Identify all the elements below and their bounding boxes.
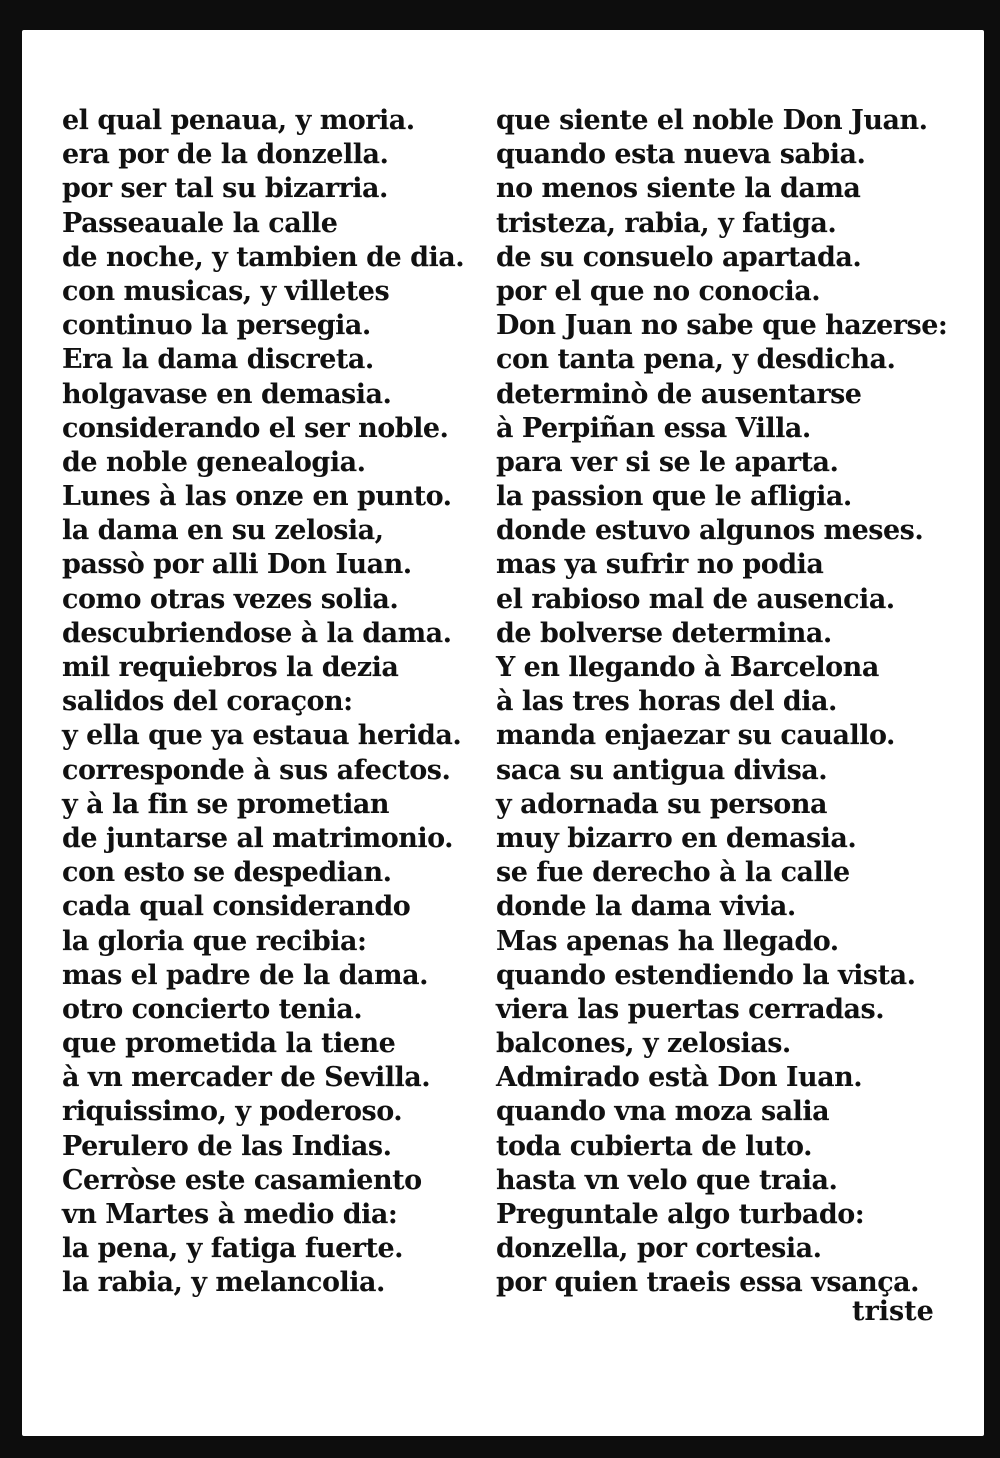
verse-line: Passeauale la calle [62,207,338,239]
verse-line: la rabia, y melancolia. [62,1267,385,1299]
verse-line: por ser tal su bizarria. [62,173,388,205]
verse-line: mas ya sufrir no podia [496,549,824,581]
verse-line: con tanta pena, y desdicha. [496,344,896,376]
verse-line: Cerròse este casamiento [62,1164,422,1196]
verse-line: balcones, y zelosias. [496,1028,791,1060]
verse-line: Lunes à las onze en punto. [62,481,452,513]
verse-line: manda enjaezar su cauallo. [496,720,895,752]
verse-line: à Perpiñan essa Villa. [496,412,811,444]
verse-line: donzella, por cortesia. [496,1233,822,1265]
verse-line: tristeza, rabia, y fatiga. [496,207,837,239]
verse-line: la dama en su zelosia, [62,515,384,547]
verse-line: holgavase en demasia. [62,378,392,410]
verse-line: quando estendiendo la vista. [496,959,916,991]
verse-line: viera las puertas cerradas. [496,993,885,1025]
verse-line: considerando el ser noble. [62,412,449,444]
verse-line: muy bizarro en demasia. [496,822,857,854]
verse-line: quando esta nueva sabia. [496,139,866,171]
verse-line: que prometida la tiene [62,1028,396,1060]
verse-line: que siente el noble Don Juan. [496,105,928,136]
right-text-column [496,104,947,1301]
verse-line: la passion que le afligia. [496,481,852,513]
verse-line: riquissimo, y poderoso. [62,1096,403,1128]
verse-line: la gloria que recibia: [62,925,367,957]
verse-line: hasta vn velo que traia. [496,1164,838,1196]
verse-line: por el que no conocia. [496,275,821,307]
verse-line: mil requiebros la dezia [62,652,399,683]
verse-line: como otras vezes solia. [62,583,399,615]
verse-line: à vn mercader de Sevilla. [62,1062,431,1094]
verse-line: la pena, y fatiga fuerte. [62,1233,404,1265]
verse-line: con musicas, y villetes [62,275,390,307]
verse-line: no menos siente la dama [496,173,861,205]
verse-line: era por de la donzella. [62,139,389,171]
verse-line: cada qual considerando [62,891,411,923]
verse-line: corresponde à sus afectos. [62,754,451,786]
verse-line: con esto se despedian. [62,857,392,889]
verse-line: à las tres horas del dia. [496,686,837,718]
catchword: triste [852,1296,934,1327]
verse-line: donde la dama vivia. [496,891,796,923]
verse-line: salidos del coraçon: [62,686,353,718]
verse-line: Preguntale algo turbado: [496,1199,865,1230]
verse-line: de noche, y tambien de dia. [62,241,465,273]
verse-line: otro concierto tenia. [62,993,363,1025]
verse-line: y ella que ya estaua herida. [62,720,462,752]
verse-line: passò por alli Don Iuan. [62,549,412,581]
verse-line: Admirado està Don Iuan. [496,1062,863,1094]
verse-line: quando vna moza salia [496,1096,830,1128]
verse-line: de juntarse al matrimonio. [62,822,454,854]
verse-line: Era la dama discreta. [62,344,374,376]
verse-line: Mas apenas ha llegado. [496,925,839,957]
verse-line: y adornada su persona [496,788,827,820]
verse-line: toda cubierta de luto. [496,1130,812,1162]
verse-line: de su consuelo apartada. [496,241,862,273]
verse-line: determinò de ausentarse [496,378,862,410]
verse-line: vn Martes à medio dia: [62,1199,398,1230]
top-scan-edge [0,0,1000,22]
verse-line: Don Juan no sabe que hazerse: [496,310,948,342]
verse-line: continuo la persegia. [62,310,371,342]
verse-line: Y en llegando à Barcelona [496,652,879,683]
verse-line: el rabioso mal de ausencia. [496,583,895,615]
verse-line: para ver si se le aparta. [496,446,839,478]
verse-line: de noble genealogia. [62,446,366,478]
verse-line: se fue derecho à la calle [496,857,850,889]
verse-line: y à la fin se prometian [62,788,390,820]
verse-line: por quien traeis essa vsança. [496,1267,920,1299]
verse-line: descubriendose à la dama. [62,617,452,649]
verse-line: saca su antigua divisa. [496,754,828,786]
verse-line: donde estuvo algunos meses. [496,515,924,547]
verse-line: Perulero de las Indias. [62,1130,392,1162]
verse-line: mas el padre de la dama. [62,959,428,991]
verse-line: el qual penaua, y moria. [62,105,415,136]
left-text-column [62,104,464,1301]
verse-line: de bolverse determina. [496,617,832,649]
